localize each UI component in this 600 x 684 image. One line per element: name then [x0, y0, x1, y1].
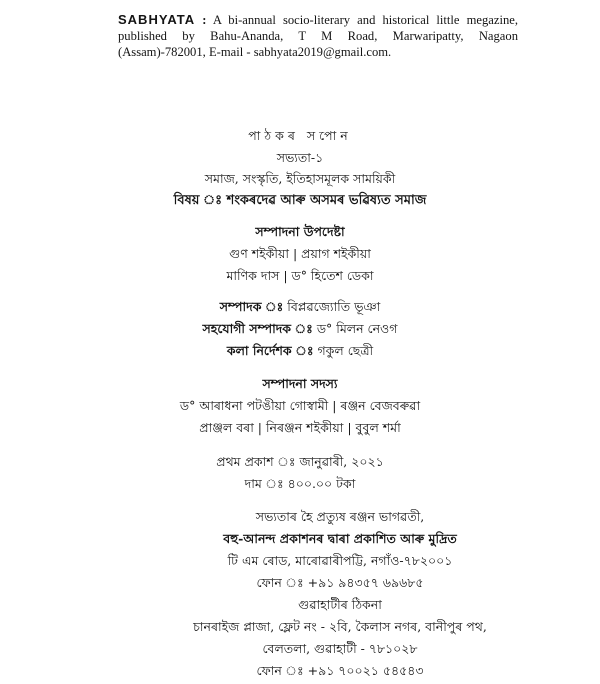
guwahati-address-1: চানৰাইজ প্লাজা, ফ্লেট নং - ২বি, কৈলাস নগৰ, বানীপুৰ পথ, [193, 619, 487, 634]
first-edition: প্ৰথম প্ৰকাশ ঃ জানুৱাৰী, ২০২১ [216, 454, 384, 469]
imprint-header [118, 12, 518, 60]
guwahati-address-2: বেলতলা, গুৱাহাটী - ৭৮১০২৮ [262, 641, 418, 656]
members-line-1: ড° আৰাধনা পটঙীয়া গোস্বামী | ৰঞ্জন বেজবৰুৱা [179, 398, 421, 413]
editor-name: বিপ্লৱজ্যোতি ভূঞা [287, 299, 381, 314]
publisher-line-1: সভ্যতাৰ হৈ প্ৰত্যুষ ৰঞ্জন ভাগৱতী, [255, 509, 425, 524]
brand-name: SABHYATA [118, 12, 196, 27]
guwahati-heading: গুৱাহাটীৰ ঠিকনা [298, 597, 382, 612]
advisors-line-2: মাণিক দাস | ড° হিতেশ ডেকা [226, 268, 374, 283]
price: দাম ঃ ৪০০.০০ টকা [244, 476, 356, 491]
advisors-heading: সম্পাদনা উপদেষ্টা [255, 224, 345, 239]
guwahati-phone: ফোন ঃ +৯১ ৭০০২১ ৫৪৫৪৩ [256, 663, 424, 678]
art-director-line [0, 342, 600, 359]
members-heading: সম্পাদনা সদস্য [262, 376, 338, 391]
members-line-2: প্ৰাঞ্জল বৰা | নিৰঞ্জন শইকীয়া | বুবুল শৰ্মা [199, 420, 401, 435]
publisher-line-2: বহু-আনন্দ প্ৰকাশনৰ দ্বাৰা প্ৰকাশিত আৰু মুদ্ৰিত [223, 531, 457, 546]
art-director-name: গকুল ছেত্ৰী [317, 343, 374, 358]
publisher-phone: ফোন ঃ +৯১ ৯৪৩৫৭ ৬৯৬৮৫ [256, 575, 424, 590]
brand-separator: : [202, 13, 207, 27]
publisher-address: টি এম ৰোড, মাৰোৱাৰীপট্টি, নগাঁও-৭৮২০০১ [227, 553, 453, 568]
title-line-1: পাঠকৰ সপোন [248, 128, 352, 143]
subject-line: বিষয় ঃ শংকৰদেৱ আৰু অসমৰ ভৱিষ্যত সমাজ [173, 193, 427, 208]
advisors-line-1: গুণ শইকীয়া | প্ৰয়াগ শইকীয়া [229, 246, 371, 261]
title-line-2: সভ্যতা-১ [276, 150, 324, 165]
asst-editor-name: ড° মিলন নেওগ [316, 321, 398, 336]
asst-editor-label: সহযোগী সম্পাদক ঃ [202, 321, 313, 336]
art-director-label: কলা নিৰ্দেশক ঃ [226, 343, 314, 358]
title-line-3: সমাজ, সংস্কৃতি, ইতিহাসমূলক সাময়িকী [204, 171, 396, 186]
imprint-text: A bi-annual socio-literary and historical little megazine, published by Bahu-Ananda, T M Road, Marwaripatty, Nagaon (Assam)-782001, E-mail - sabhyata2019@gmail.com. [118, 13, 518, 59]
asst-editor-line [0, 320, 600, 337]
editor-label: সম্পাদক ঃ [219, 299, 284, 314]
editor-line [0, 298, 600, 315]
